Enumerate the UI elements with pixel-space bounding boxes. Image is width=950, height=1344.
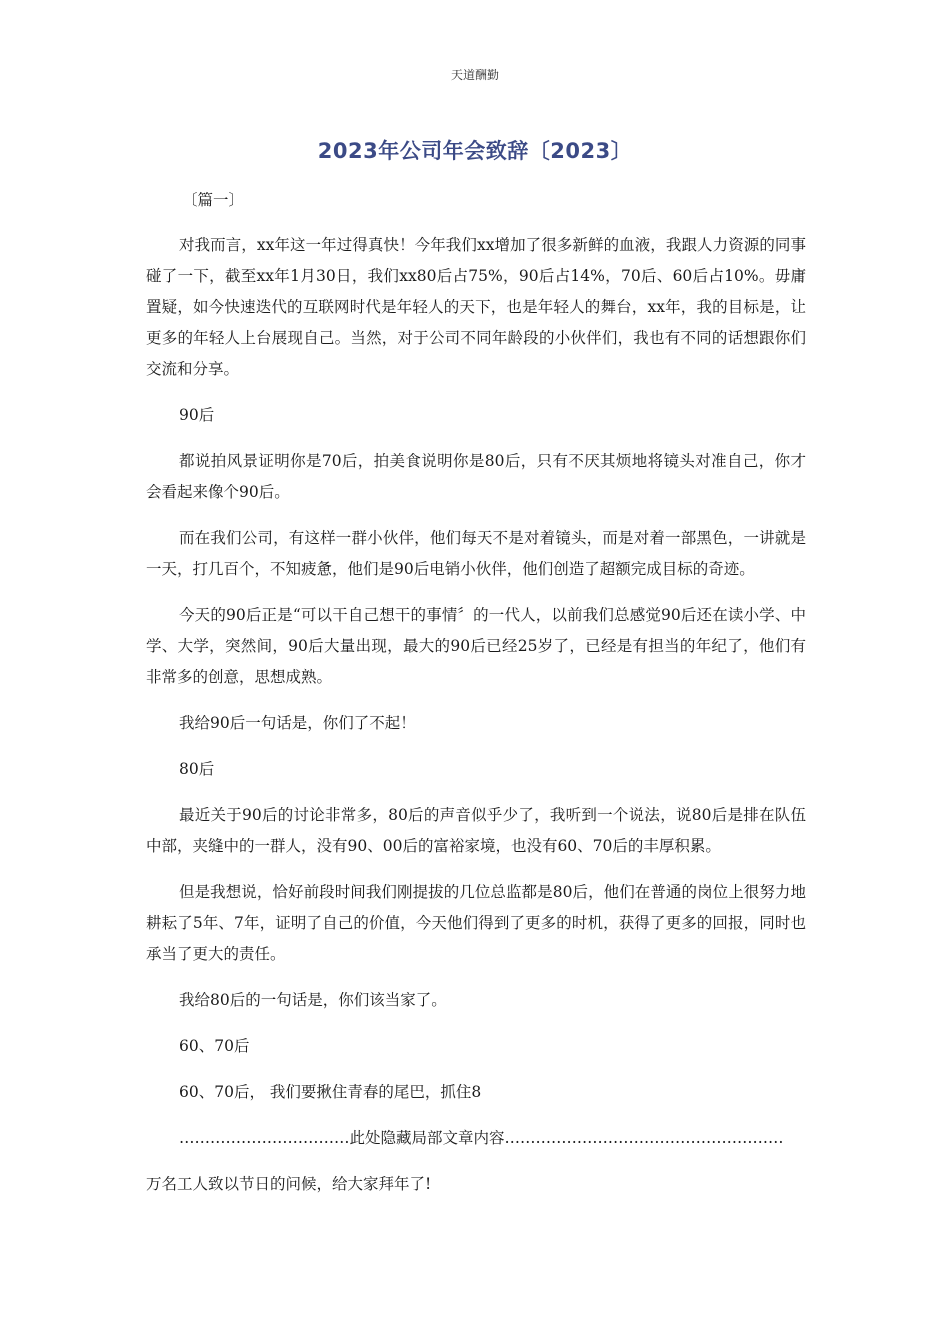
subheading-60-70: 60、70后: [179, 1037, 250, 1055]
paragraph: 而在我们公司，有这样一群小伙伴，他们每天不是对着镜头，而是对着一部黑色，一讲就是一天，打几百个，不知疲惫，他们是90后电销小伙伴，他们创造了超额完成目标的奇迹。: [146, 529, 806, 578]
article-body: [146, 185, 806, 1200]
paragraph: 今天的90后正是“可以干自己想干的事情〞的一代人，以前我们总感觉90后还在读小学、中学、大学，突然间，90后大量出现，最大的90后已经25岁了，已经是有担当的年纪了，他们有非常多的创意，思想成熟。: [146, 606, 806, 686]
paragraph: 我给90后一句话是，你们了不起！: [179, 714, 416, 732]
subheading-90: 90后: [179, 406, 215, 424]
paragraph: 60、70后， 我们要揪住青春的尾巴，抓住8: [179, 1083, 482, 1101]
page-title: 2023年公司年会致辞〔2023〕: [317, 139, 633, 163]
subheading-80: 80后: [179, 760, 215, 778]
paragraph: 最近关于90后的讨论非常多，80后的声音似乎少了，我听到一个说法，说80后是排在队伍中部，夹缝中的一群人，没有90、00后的富裕家境，也没有60、70后的丰厚积累。: [146, 806, 806, 855]
paragraph: 都说拍风景证明你是70后，拍美食说明你是80后，只有不厌其烦地将镜头对准自己，你才会看起来像个90后。: [146, 452, 806, 501]
paragraph: 对我而言，xx年这一年过得真快！今年我们xx增加了很多新鲜的血液，我跟人力资源的同事碰了一下，截至xx年1月30日，我们xx80后占75%，90后占14%，70后、60后占10%。毋庸置疑，如今快速迭代的互联网时代是年轻人的天下，也是年轻人的舞台，xx年，我的目标是，让更多的年轻人上台展现自己。当然，对于公司不同年龄段的小伙伴们，我也有不同的话想跟你们交流和分享。: [146, 236, 806, 378]
closing-line: 万名工人致以节日的问候，给大家拜年了!: [146, 1175, 432, 1193]
paragraph: 但是我想说，恰好前段时间我们刚提拔的几位总监都是80后，他们在普通的岗位上很努力地耕耘了5年、7年，证明了自己的价值，今天他们得到了更多的时机，获得了更多的回报，同时也承当了更大的责任。: [146, 883, 806, 963]
hidden-content-notice: ……………………………此处隐藏局部文章内容………………………………………………: [179, 1129, 784, 1147]
page-header: 天道酬勤: [450, 68, 499, 82]
section-label: 〔篇一〕: [182, 191, 245, 209]
paragraph: 我给80后的一句话是，你们该当家了。: [179, 991, 447, 1009]
